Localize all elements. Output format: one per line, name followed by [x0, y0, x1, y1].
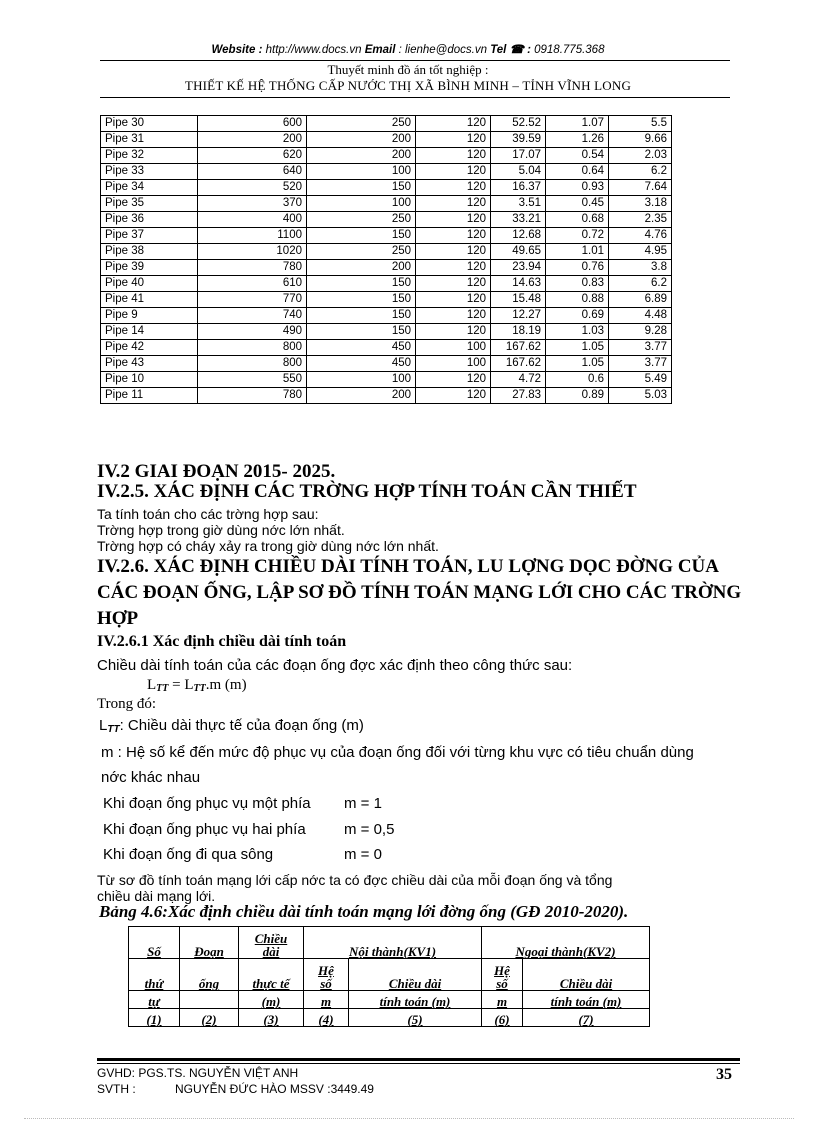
table-cell: 120 — [416, 116, 491, 132]
table-cell: 150 — [307, 276, 416, 292]
table-cell: 100 — [416, 356, 491, 372]
table-cell: Pipe 9 — [101, 308, 198, 324]
table-cell: 2.35 — [609, 212, 672, 228]
case-one-side-value: m = 1 — [344, 795, 382, 812]
table-cell: 2.03 — [609, 148, 672, 164]
table-cell: 6.2 — [609, 276, 672, 292]
table-cell: 1.26 — [546, 132, 609, 148]
table-cell: Pipe 34 — [101, 180, 198, 196]
table-row — [101, 244, 672, 260]
table-cell: 0.83 — [546, 276, 609, 292]
table-cell: Pipe 38 — [101, 244, 198, 260]
case-1-text: Trờng hợp trong giờ dùng nớc lớn nhất. — [97, 522, 345, 538]
footer-rule-thick — [97, 1058, 740, 1061]
doc-title: THIẾT KẾ HỆ THỐNG CẤP NƯỚC THỊ XÃ BÌNH MINH – TỈNH VĨNH LONG — [184, 78, 632, 93]
table-cell: 120 — [416, 148, 491, 164]
formula-intro: Chiều dài tính toán của các đoạn ống đợc xác định theo công thức sau: — [97, 657, 573, 674]
table-row — [101, 324, 672, 340]
table-cell: 1020 — [198, 244, 307, 260]
table-cell: 800 — [198, 340, 307, 356]
footer-svth-value: NGUYỄN ĐỨC HÀO MSSV :3449.49 — [175, 1082, 374, 1096]
table-cell: 27.83 — [491, 388, 546, 404]
tel-value: 0918.775.368 — [534, 44, 605, 56]
table-cell: 120 — [416, 212, 491, 228]
summary-line-2: chiều dài mạng lới. — [97, 888, 216, 904]
table-row — [101, 132, 672, 148]
table-cell: 250 — [307, 212, 416, 228]
table-cell: 200 — [307, 388, 416, 404]
table-row — [101, 196, 672, 212]
pipe-table — [100, 115, 672, 404]
table-cell: 100 — [307, 164, 416, 180]
table-cell: 0.54 — [546, 148, 609, 164]
table-row — [101, 372, 672, 388]
table-cell: 250 — [307, 116, 416, 132]
table-row — [101, 212, 672, 228]
table-cell: 450 — [307, 356, 416, 372]
table-cell: 3.8 — [609, 260, 672, 276]
table-row — [101, 228, 672, 244]
table-4-6: Số Đoạn Chiều dài Nội thành(KV1) Ngoại thành(KV2) thứ ống thực tế Hệ số Chiều dài Hệ số Chiều dài tự (m) m tính toán (m) m tính toán (m) (1) (2) (3) (4) (5) (6) (7) — [128, 926, 650, 1027]
table-cell: 3.77 — [609, 340, 672, 356]
table-cell: 550 — [198, 372, 307, 388]
table-cell: 1.01 — [546, 244, 609, 260]
case-one-side-label: Khi đoạn ống phục vụ một phía — [103, 795, 311, 812]
table-cell: 4.72 — [491, 372, 546, 388]
table-cell: 370 — [198, 196, 307, 212]
table-cell: 5.03 — [609, 388, 672, 404]
group-kv2: Ngoại thành(KV2) — [482, 927, 650, 959]
case-river-label: Khi đoạn ống đi qua sông — [103, 846, 274, 863]
table-cell: 120 — [416, 324, 491, 340]
table-cell: 120 — [416, 196, 491, 212]
table-cell: 780 — [198, 260, 307, 276]
table-cell: 200 — [198, 132, 307, 148]
table-cell: Pipe 43 — [101, 356, 198, 372]
table-cell: 23.94 — [491, 260, 546, 276]
table-row — [101, 356, 672, 372]
col-so: Số — [129, 927, 180, 959]
table-cell: 18.19 — [491, 324, 546, 340]
table-row — [101, 180, 672, 196]
heading-iv26: IV.2.6. XÁC ĐỊNH CHIỀU DÀI TÍNH TOÁN, LU LỢNG DỌC ĐỜNG CỦA CÁC ĐOẠN ỐNG, LẬP SƠ ĐỒ TÍNH TOÁN MẠNG LỚI CHO CÁC TRỜNG HỢP — [97, 556, 742, 629]
table-cell: 100 — [307, 372, 416, 388]
table-cell: 120 — [416, 164, 491, 180]
footer-rule-thin — [97, 1063, 740, 1064]
table-cell: 0.6 — [546, 372, 609, 388]
email-label: Email — [364, 44, 396, 56]
table-cell: 0.45 — [546, 196, 609, 212]
table-cell: 0.69 — [546, 308, 609, 324]
table-cell: Pipe 10 — [101, 372, 198, 388]
table-row — [101, 388, 672, 404]
table-row — [101, 164, 672, 180]
table-cell: 3.18 — [609, 196, 672, 212]
table-cell: 490 — [198, 324, 307, 340]
table-cell: 150 — [307, 292, 416, 308]
tel-label: Tel ☎ : — [490, 44, 531, 56]
table-cell: 0.68 — [546, 212, 609, 228]
table-cell: 14.63 — [491, 276, 546, 292]
table-cell: 3.51 — [491, 196, 546, 212]
table-cell: 150 — [307, 308, 416, 324]
table-cell: 5.49 — [609, 372, 672, 388]
table-cell: 610 — [198, 276, 307, 292]
table-cell: 3.77 — [609, 356, 672, 372]
table-cell: 9.28 — [609, 324, 672, 340]
table-cell: 52.52 — [491, 116, 546, 132]
table-cell: 12.68 — [491, 228, 546, 244]
table-cell: 4.95 — [609, 244, 672, 260]
table-cell: 167.62 — [491, 340, 546, 356]
case-two-side-value: m = 0,5 — [344, 821, 395, 838]
doc-subtitle: Thuyết minh đồ án tốt nghiệp : — [327, 62, 489, 77]
table-cell: Pipe 11 — [101, 388, 198, 404]
table-cell: 17.07 — [491, 148, 546, 164]
table-cell: 450 — [307, 340, 416, 356]
table-cell: 120 — [416, 292, 491, 308]
page-header — [0, 42, 816, 56]
table-row — [101, 308, 672, 324]
table-cell: 33.21 — [491, 212, 546, 228]
table-cell: 0.76 — [546, 260, 609, 276]
definition-m-1: m : Hệ số kể đến mức độ phục vụ của đoạn ống đối với từng khu vực có tiêu chuẩn dùng — [101, 744, 694, 761]
table-cell: 167.62 — [491, 356, 546, 372]
summary-line-1: Từ sơ đồ tính toán mạng lới cấp nớc ta có đợc chiều dài của mỗi đoạn ống và tổng — [97, 872, 613, 888]
formula: $L_{TT} = L_{TT}.m$ (m) — [147, 677, 247, 694]
website-link[interactable]: http://www.docs.vn — [265, 44, 362, 56]
page-edge — [24, 1118, 794, 1119]
table-cell: 49.65 — [491, 244, 546, 260]
table-cell: 1.03 — [546, 324, 609, 340]
table-cell: 120 — [416, 228, 491, 244]
table-cell: 7.64 — [609, 180, 672, 196]
table-cell: Pipe 30 — [101, 116, 198, 132]
table-cell: 150 — [307, 228, 416, 244]
table-cell: 620 — [198, 148, 307, 164]
table-cell: 120 — [416, 388, 491, 404]
intro-text: Ta tính toán cho các trờng hợp sau: — [97, 506, 319, 522]
table-cell: 100 — [307, 196, 416, 212]
table-cell: 1.05 — [546, 340, 609, 356]
table-cell: 39.59 — [491, 132, 546, 148]
table-cell: 9.66 — [609, 132, 672, 148]
col-doan: Đoạn — [180, 927, 239, 959]
table-cell: 6.89 — [609, 292, 672, 308]
table-cell: 120 — [416, 308, 491, 324]
case-river-value: m = 0 — [344, 846, 382, 863]
table-row — [101, 260, 672, 276]
page-number: 35 — [716, 1066, 732, 1083]
footer-gvhd: GVHD: PGS.TS. NGUYỄN VIỆT ANH — [97, 1066, 299, 1080]
table-cell: 200 — [307, 260, 416, 276]
table-cell: 120 — [416, 372, 491, 388]
heading-iv25: IV.2.5. XÁC ĐỊNH CÁC TRỜNG HỢP TÍNH TOÁN CẦN THIẾT — [97, 481, 637, 502]
table-cell: 200 — [307, 148, 416, 164]
table-cell: 100 — [416, 340, 491, 356]
table-cell: Pipe 37 — [101, 228, 198, 244]
table-cell: 0.89 — [546, 388, 609, 404]
table-cell: 740 — [198, 308, 307, 324]
table-cell: 400 — [198, 212, 307, 228]
table-cell: Pipe 32 — [101, 148, 198, 164]
table-cell: 0.64 — [546, 164, 609, 180]
group-kv1: Nội thành(KV1) — [304, 927, 482, 959]
table-cell: 0.88 — [546, 292, 609, 308]
table-cell: 1100 — [198, 228, 307, 244]
heading-iv261: IV.2.6.1 Xác định chiều dài tính toán — [97, 633, 347, 650]
trong-do: Trong đó: — [97, 696, 157, 712]
table-cell: 120 — [416, 276, 491, 292]
table-cell: 780 — [198, 388, 307, 404]
table-row — [101, 292, 672, 308]
header-rule-bottom — [100, 97, 730, 98]
contact-line — [0, 42, 816, 56]
table-cell: Pipe 31 — [101, 132, 198, 148]
table-cell: 16.37 — [491, 180, 546, 196]
definition-l: LTT: Chiều dài thực tế của đoạn ống (m) — [99, 717, 364, 735]
table-cell: 600 — [198, 116, 307, 132]
table-cell: 1.05 — [546, 356, 609, 372]
table-cell: Pipe 14 — [101, 324, 198, 340]
definition-m-2: nớc khác nhau — [101, 769, 201, 786]
table-cell: 4.76 — [609, 228, 672, 244]
table-cell: 4.48 — [609, 308, 672, 324]
table-row — [101, 116, 672, 132]
table-cell: 200 — [307, 132, 416, 148]
table-cell: Pipe 33 — [101, 164, 198, 180]
table-cell: 120 — [416, 260, 491, 276]
table-cell: 520 — [198, 180, 307, 196]
col-chieu-dai: Chiều dài — [239, 927, 304, 959]
table-cell: 0.72 — [546, 228, 609, 244]
heading-iv2: IV.2 GIAI ĐOẠN 2015- 2025. — [97, 461, 336, 482]
table-cell: 120 — [416, 180, 491, 196]
table-cell: 15.48 — [491, 292, 546, 308]
table-cell: 250 — [307, 244, 416, 260]
website-label: Website : — [211, 44, 263, 56]
table-cell: 120 — [416, 132, 491, 148]
table-cell: 800 — [198, 356, 307, 372]
table-cell: Pipe 39 — [101, 260, 198, 276]
email-link[interactable]: : lienhe@docs.vn — [398, 44, 487, 56]
table-cell: Pipe 36 — [101, 212, 198, 228]
table-cell: 640 — [198, 164, 307, 180]
table-cell: 150 — [307, 180, 416, 196]
table-cell: 120 — [416, 244, 491, 260]
table-cell: 6.2 — [609, 164, 672, 180]
table-row — [101, 340, 672, 356]
table-cell: 5.04 — [491, 164, 546, 180]
table-row — [101, 276, 672, 292]
case-2-text: Trờng hợp có cháy xảy ra trong giờ dùng nớc lớn nhất. — [97, 538, 439, 554]
table-cell: 1.07 — [546, 116, 609, 132]
table-cell: Pipe 35 — [101, 196, 198, 212]
table-cell: 12.27 — [491, 308, 546, 324]
table-cell: 5.5 — [609, 116, 672, 132]
header-rule — [100, 60, 730, 61]
table-row — [101, 148, 672, 164]
table-cell: Pipe 41 — [101, 292, 198, 308]
table-cell: 150 — [307, 324, 416, 340]
table-caption: Bảng 4.6:Xác định chiều dài tính toán mạng lới đờng ống (GĐ 2010-2020). — [99, 902, 629, 921]
footer-svth-label: SVTH : — [97, 1082, 136, 1096]
table-cell: Pipe 42 — [101, 340, 198, 356]
table-cell: Pipe 40 — [101, 276, 198, 292]
table-cell: 0.93 — [546, 180, 609, 196]
case-two-side-label: Khi đoạn ống phục vụ hai phía — [103, 821, 306, 838]
table-cell: 770 — [198, 292, 307, 308]
